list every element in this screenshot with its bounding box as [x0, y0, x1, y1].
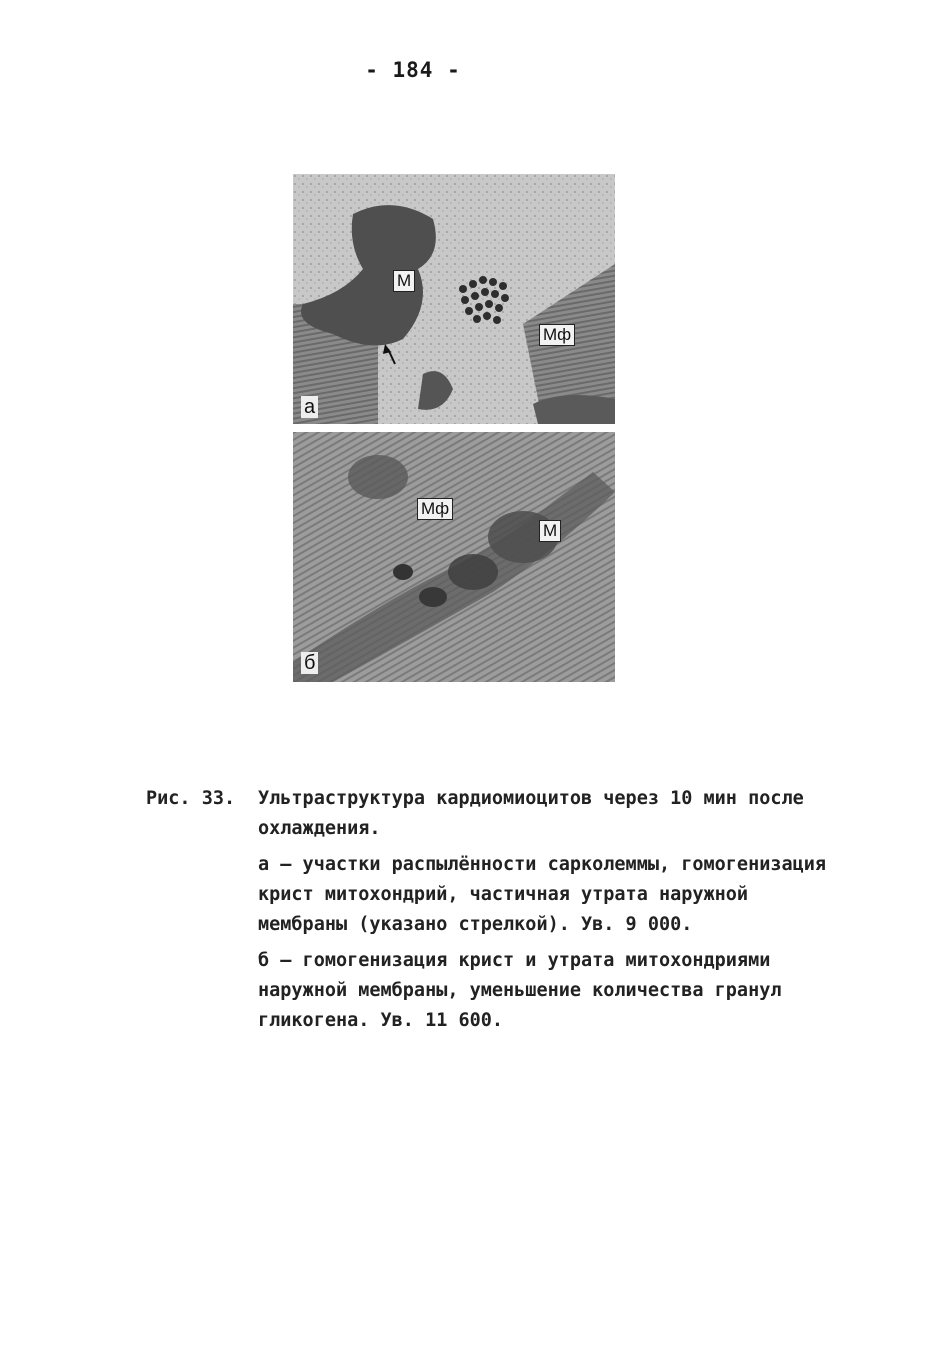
label-myofibril: Мф — [417, 498, 453, 520]
figure-caption — [146, 784, 846, 1036]
caption-item-b: б – гомогенизация крист и утрата митохондриями наружной мембраны, уменьшение количества гранул гликогена. Ув. 11 600. — [258, 950, 782, 1031]
page-number: - 184 - — [365, 58, 461, 82]
panel-letter-b: б — [301, 652, 318, 674]
panel-letter-a: а — [301, 396, 318, 418]
caption-item-a: а – участки распылённости сарколеммы, гомогенизация крист митохондрий, частичная утрата наружной мембраны (указано стрелкой). Ув. 9 000. — [258, 854, 827, 935]
label-myofibril: Мф — [539, 324, 575, 346]
micrograph-panel-b — [293, 432, 615, 682]
caption-figure-number: Рис. 33. — [146, 788, 236, 809]
caption-title: Ультраструктура кардиомиоцитов через 10 мин после охлаждения. — [258, 788, 804, 839]
micrograph-b-image — [293, 432, 615, 682]
micrograph-a-image — [293, 174, 615, 424]
label-mitochondrion: М — [393, 270, 415, 292]
micrograph-panel-a — [293, 174, 615, 424]
label-mitochondrion: М — [539, 520, 561, 542]
